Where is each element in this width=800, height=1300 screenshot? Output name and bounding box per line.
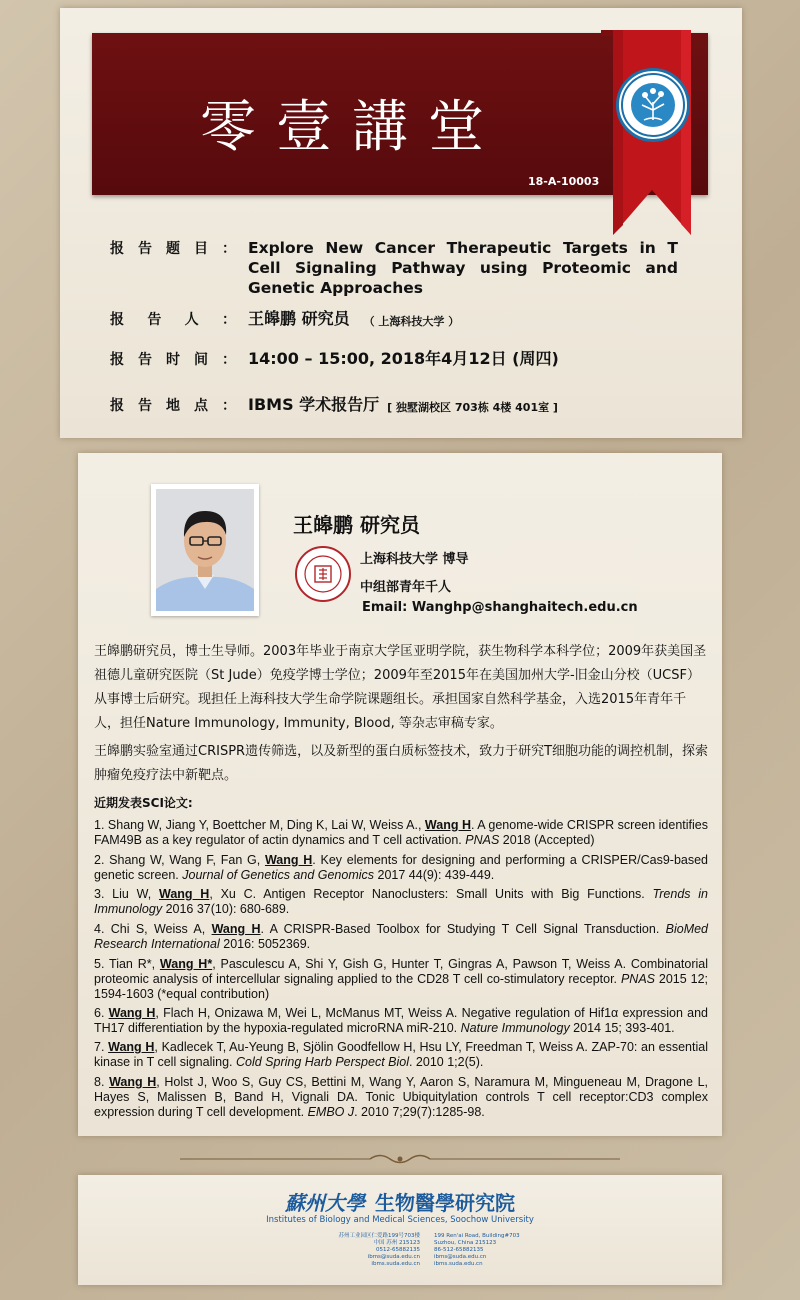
event-code: 18-A-10003 [528, 175, 600, 188]
highlighted-author: Wang H [264, 853, 313, 867]
speaker-row [110, 309, 459, 329]
publication-item: 7. Wang H, Kadlecek T, Au-Yeung B, Sjölin Goodfellow H, Hsu LY, Freedman T, Weiss A. ZAP-70: an essential kinase in T cell signaling. Cold Spring Harb Perspect Biol. 2010 1;2(5). [94, 1040, 708, 1069]
address-english: 199 Ren'ai Road, Building#703 Suzhou, China 215123 86-512-65882135 ibms@suda.edu.cn ibms.suda.edu.cn [434, 1233, 520, 1267]
lecture-series-title: 零壹講堂 [200, 95, 504, 160]
speaker-title-line1: 上海科技大学 博导 [360, 552, 469, 567]
publication-item: 5. Tian R*, Wang H*, Pasculescu A, Shi Y, Gish G, Hunter T, Gingras A, Pawson T, Weiss A. Combinatorial proteomic analysis of intercellular signaling applied to the CD28 T cell co-stimulatory receptor. PNAS 2015 12; 1594-1603 (*equal contribution) [94, 957, 708, 1001]
bio-paragraph-2: 王皞鹏实验室通过CRISPR遗传筛选，以及新型的蛋白质标签技术，致力于研究T细胞功能的调控机制，探索肿瘤免疫疗法中新靶点。 [94, 744, 709, 783]
venue-row [110, 395, 558, 415]
publication-item: 2. Shang W, Wang F, Fan G, Wang H. Key elements for designing and performing a CRISPER/Cas9-based genetic screen. Journal of Genetics and Genomics 2017 44(9): 439-449. [94, 853, 708, 882]
time-value: 14:00 – 15:00, 2018年4月12日 (周四) [248, 349, 559, 368]
highlighted-author: Wang H [109, 1075, 157, 1089]
speaker-name: 王皞鹏 研究员 [293, 513, 420, 537]
institute-logo-icon [616, 68, 690, 142]
footer-panel [78, 1175, 722, 1285]
address-chinese: 苏州工业园区仁爱路199号703楼 中国 苏州 215123 0512-65882135 ibms@suda.edu.cn ibms.suda.edu.cn [338, 1233, 420, 1267]
institute-english-name: Institutes of Biology and Medical Sciences, Soochow University [266, 1215, 534, 1225]
publication-item: 3. Liu W, Wang H, Xu C. Antigen Receptor Nanoclusters: Small Units with Big Functions. Trends in Immunology 2016 37(10): 680-689. [94, 887, 709, 916]
topic-value: Explore New Cancer Therapeutic Targets in T Cell Signaling Pathway using Proteomic and Genetic Approaches [248, 239, 678, 297]
time-label: 报 告 时 间 ： [110, 352, 236, 368]
bio-paragraph-1: 王皞鹏研究员，博士生导师。2003年毕业于南京大学匡亚明学院，获生物科学本科学位；2009年获美国圣祖德儿童研究医院（St Jude）免疫学博士学位；2009年至2015年在美国加州大学-旧金山分校（UCSF）从事博士后研究。现担任上海科技大学生命学院课题组长。承担国家自然科学基金，入选2015年青年千人，担任Nature Immunology, Immunity, Blood, 等杂志审稿专家。 [94, 644, 707, 731]
speaker-value: 王皞鹏 研究员 [248, 309, 350, 328]
shanghaitech-seal-icon [295, 546, 351, 602]
highlighted-author: Wang H [158, 887, 210, 901]
venue-label: 报 告 地 点 ： [110, 398, 236, 414]
institute-wordmark [78, 1187, 722, 1216]
portrait-image [156, 489, 254, 611]
university-script-logo: 蘇州大學 [285, 1191, 365, 1215]
publication-item: 8. Wang H, Holst J, Woo S, Guy CS, Bettini M, Wang Y, Aaron S, Naramura M, Mingueneau M, Dragone L, Hayes S, Malissen B, Band H, Vignali DA. Tonic Ubiquitylation controls T cell receptor:CD3 complex expression during T cell development. EMBO J. 2010 7;29(7):1285-98. [94, 1075, 709, 1119]
institute-name: 生物醫學研究院 [375, 1191, 515, 1215]
highlighted-author: Wang H [424, 818, 471, 832]
speaker-title-line2: 中组部青年千人 [360, 580, 452, 595]
publications-title: 近期发表SCI论文: [94, 796, 193, 810]
speaker-label: 报 告 人 ： [110, 312, 236, 328]
highlighted-author: Wang H [211, 922, 261, 936]
venue-value: IBMS 学术报告厅 [248, 395, 380, 414]
ornamental-divider-icon [180, 1152, 620, 1166]
highlighted-author: Wang H [108, 1006, 156, 1020]
highlighted-author: Wang H [108, 1040, 155, 1054]
topic-label: 报 告 题 目 ： [110, 241, 236, 257]
publication-item: 4. Chi S, Weiss A, Wang H. A CRISPR-Based Toolbox for Studying T Cell Signal Transduction. BioMed Research International 2016: 5052369. [94, 922, 709, 951]
publication-item: 1. Shang W, Jiang Y, Boettcher M, Ding K, Lai W, Weiss A., Wang H. A genome-wide CRISPR screen identifies FAM49B as a key regulator of actin dynamics and T cell activation. PNAS 2018 (Accepted) [94, 818, 708, 847]
time-row [110, 349, 559, 369]
speaker-affiliation: （ 上海科技大学 ） [363, 315, 460, 328]
topic-row [110, 238, 678, 298]
speaker-photo [151, 484, 259, 616]
venue-detail: [ 独墅湖校区 703栋 4楼 401室 ] [387, 401, 558, 414]
highlighted-author: Wang H* [159, 957, 213, 971]
publication-item: 6. Wang H, Flach H, Onizawa M, Wei L, McManus MT, Weiss A. Negative regulation of Hif1α expression and TH17 differentiation by the hypoxia-regulated microRNA miR-210. Nature Immunology 2014 15; 393-401. [94, 1006, 708, 1035]
speaker-email[interactable]: Email: Wanghp@shanghaitech.edu.cn [362, 600, 638, 615]
